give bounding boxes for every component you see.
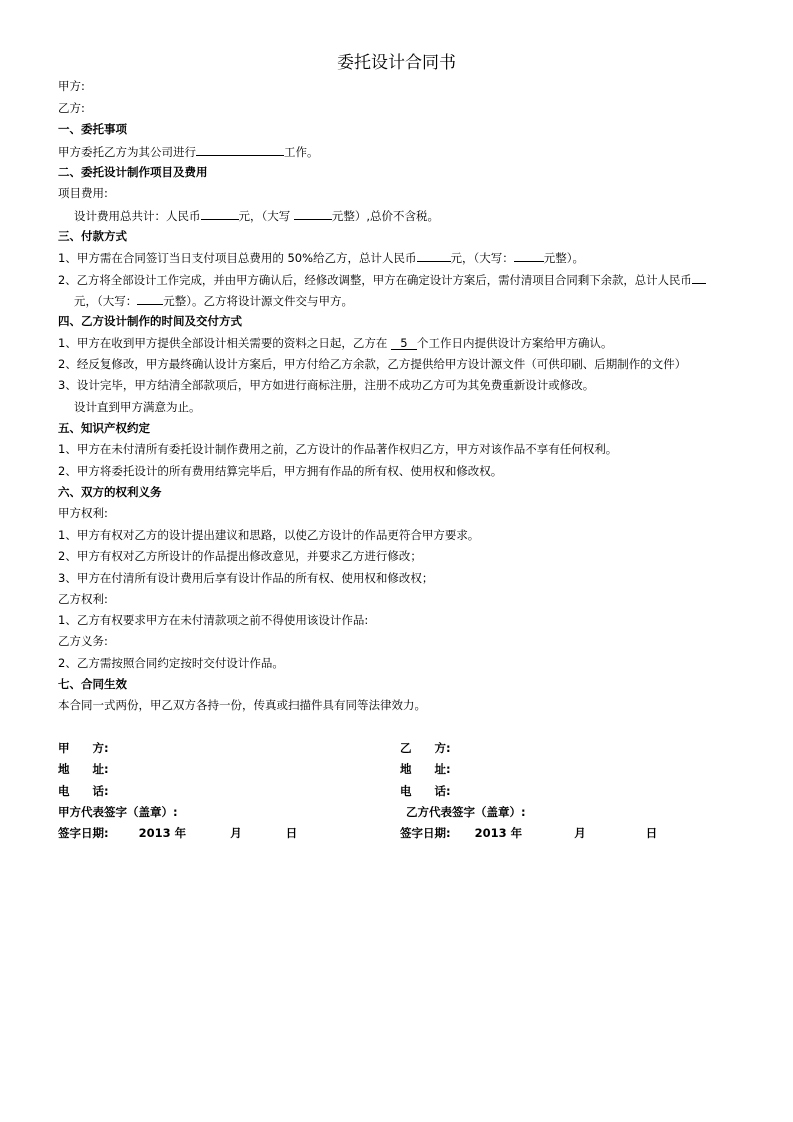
- section-1-line-post: 工作。: [284, 145, 319, 159]
- payment-item-2: [58, 271, 706, 288]
- fee-total-mid: 元，（大写: [238, 209, 294, 223]
- sign-b-rep-label: 乙方代表签字（盖章）:: [406, 805, 526, 819]
- section-3-heading: 三、付款方式: [58, 229, 127, 243]
- section-1-line: [58, 143, 319, 160]
- delivery-item-3: 3、设计完毕，甲方结清全部款项后，甲方如进行商标注册，注册不成功乙方可为其免费重新设计或修改。: [58, 378, 595, 392]
- party-a-right-1: 1、甲方有权对乙方的设计提出建议和思路，以使乙方设计的作品更符合甲方要求。: [58, 528, 480, 542]
- payment-item-2-cont: [74, 292, 353, 309]
- work-blank[interactable]: [196, 143, 284, 156]
- document-title: 委托设计合同书: [337, 53, 456, 73]
- section-4-heading: 四、乙方设计制作的时间及交付方式: [58, 314, 242, 328]
- sign-a-phone-label: 电 话:: [58, 784, 109, 798]
- sign-b-address-label: 地 址:: [400, 762, 451, 776]
- party-b-duty-2: 2、乙方需按照合同约定按时交付设计作品。: [58, 656, 284, 670]
- payment-item-1-mid: 元，（大写：: [450, 251, 514, 265]
- delivery-item-1: [58, 335, 612, 351]
- fee-label: 项目费用:: [58, 186, 108, 200]
- sign-a-party-label: 甲 方:: [58, 741, 109, 755]
- effectiveness-text: 本合同一式两份，甲乙双方各持一份，传真或扫描件具有同等法律效力。: [58, 698, 426, 712]
- fee-total-pre: 设计费用总共计：人民币: [74, 209, 201, 223]
- sign-b-date-label: 签字日期:: [400, 826, 451, 840]
- sign-b-party-label: 乙 方:: [400, 741, 451, 755]
- deposit-amount-blank[interactable]: [417, 249, 451, 262]
- delivery-item-3-cont: 设计直到甲方满意为止。: [74, 400, 201, 414]
- fee-total-post: 元整）,总价不含税。: [331, 209, 440, 223]
- section-6-heading: 六、双方的权利义务: [58, 485, 162, 499]
- delivery-item-1-pre: 1、甲方在收到甲方提供全部设计相关需要的资料之日起，乙方在: [58, 336, 391, 350]
- fee-total-blank[interactable]: [201, 207, 239, 220]
- sign-a-year: 2013 年: [138, 826, 187, 840]
- section-1-line-pre: 甲方委托乙方为其公司进行: [58, 145, 196, 159]
- section-2-heading: 二、委托设计制作项目及费用: [58, 165, 208, 179]
- payment-item-2-a: 2、乙方将全部设计工作完成，并由甲方确认后，经修改调整，甲方在确定设计方案后，需付清项目合同剩下余款，总计人民币: [58, 273, 692, 287]
- sign-b-month: 月: [574, 826, 586, 840]
- sign-a-date-line: [58, 825, 297, 841]
- work-days-value[interactable]: 5: [391, 337, 417, 350]
- payment-item-1-pre: 1、甲方需在合同签订当日支付项目总费用的 50%给乙方，总计人民币: [58, 251, 417, 265]
- party-b-rights-label: 乙方权利:: [58, 592, 108, 606]
- payment-item-1: [58, 249, 584, 266]
- party-a-rights-label: 甲方权利:: [58, 506, 108, 520]
- sign-b-year: 2013 年: [474, 826, 523, 840]
- fee-total-line: [74, 207, 439, 224]
- ip-item-2: 2、甲方将委托设计的所有费用结算完毕后，甲方拥有作品的所有权、使用权和修改权。: [58, 464, 503, 478]
- sign-a-rep-label: 甲方代表签字（盖章）:: [58, 805, 178, 819]
- ip-item-1: 1、甲方在未付清所有委托设计制作费用之前，乙方设计的作品著作权归乙方，甲方对该作品不享有任何权利。: [58, 442, 618, 456]
- payment-item-2-b-post: 元整）。乙方将设计源文件交与甲方。: [163, 294, 353, 308]
- party-b-label: 乙方:: [58, 101, 85, 115]
- party-b-duties-label: 乙方义务:: [58, 634, 108, 648]
- payment-item-2-b-pre: 元，（大写：: [74, 294, 138, 308]
- sign-b-day: 日: [645, 826, 658, 840]
- party-a-label: 甲方:: [58, 79, 85, 93]
- sign-b-phone-label: 电 话:: [400, 784, 451, 798]
- section-7-heading: 七、合同生效: [58, 677, 127, 691]
- party-a-right-2: 2、甲方有权对乙方所设计的作品提出修改意见，并要求乙方进行修改；: [58, 549, 422, 563]
- fee-total-words-blank[interactable]: [294, 207, 332, 220]
- section-5-heading: 五、知识产权约定: [58, 421, 150, 435]
- delivery-item-1-post: 个工作日内提供设计方案给甲方确认。: [416, 336, 613, 350]
- deposit-words-blank[interactable]: [514, 249, 544, 262]
- sign-a-date-label: 签字日期:: [58, 826, 109, 840]
- sign-b-date-line: [400, 825, 657, 841]
- balance-amount-blank[interactable]: [692, 271, 706, 284]
- party-a-right-3: 3、甲方在付清所有设计费用后享有设计作品的所有权、使用权和修改权；: [58, 571, 434, 585]
- sign-a-month: 月: [230, 826, 242, 840]
- sign-a-day: 日: [285, 826, 298, 840]
- balance-words-blank[interactable]: [137, 292, 163, 305]
- section-1-heading: 一、委托事项: [58, 122, 127, 136]
- payment-item-1-post: 元整）。: [543, 251, 585, 265]
- delivery-item-2: 2、经反复修改，甲方最终确认设计方案后，甲方付给乙方余款，乙方提供给甲方设计源文件（可供印刷、后期制作的文件）: [58, 357, 687, 371]
- sign-a-address-label: 地 址:: [58, 762, 109, 776]
- party-b-right-1: 1、乙方有权要求甲方在未付清款项之前不得使用该设计作品:: [58, 613, 369, 627]
